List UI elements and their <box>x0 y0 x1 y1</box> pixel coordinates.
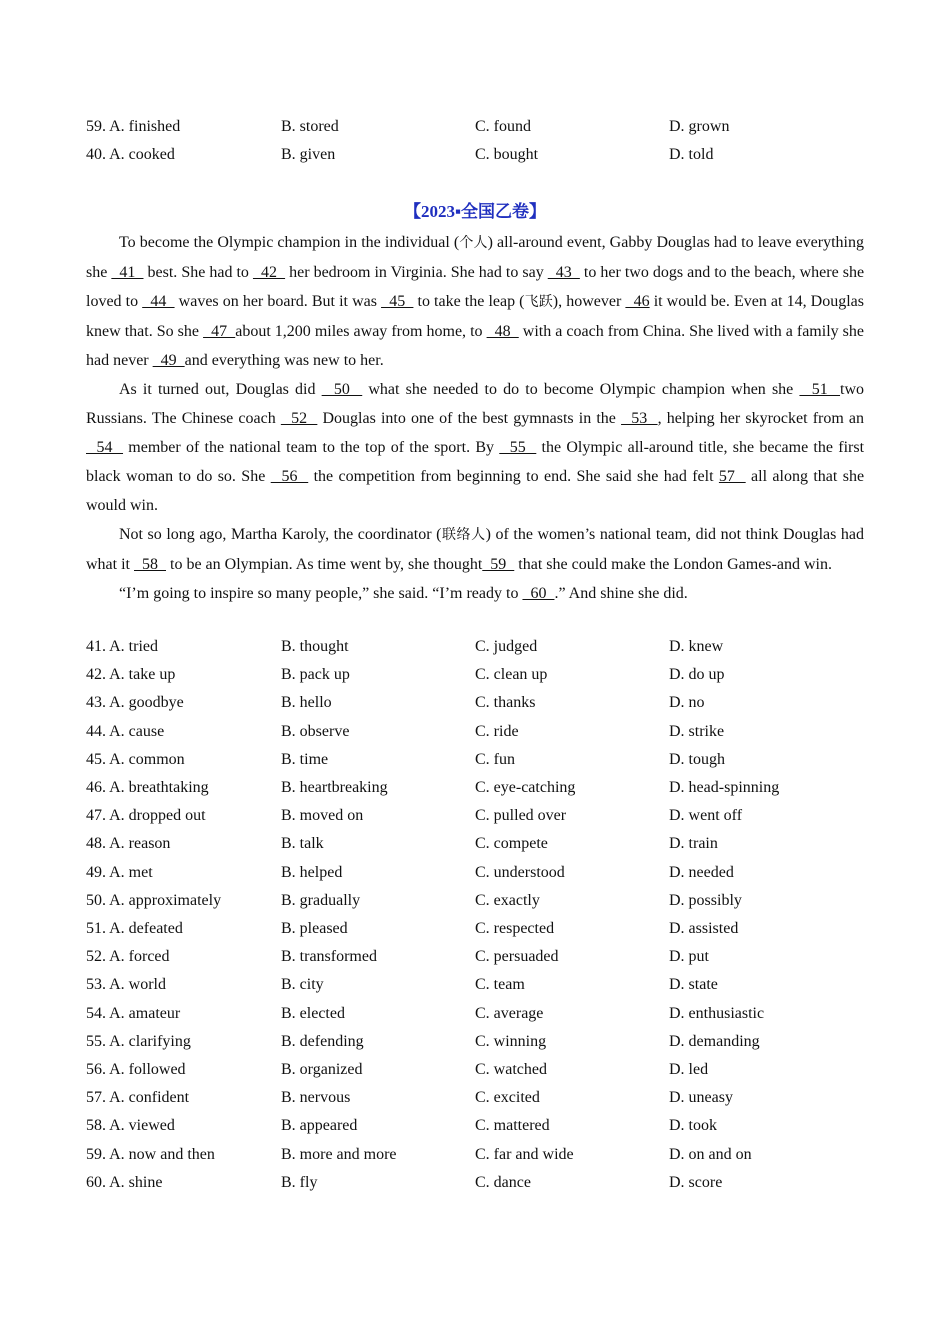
option-b: B. pack up <box>281 666 350 684</box>
option-b: B. thought <box>281 638 349 655</box>
option-row <box>86 1030 866 1054</box>
option-b: B. appeared <box>281 1117 358 1135</box>
blank-58: 58 <box>134 556 166 573</box>
option-row <box>86 635 866 659</box>
option-d: D. took <box>669 1117 717 1135</box>
option-d: D. told <box>669 146 714 163</box>
option-b: B. observe <box>281 722 350 740</box>
option-a: 57. A. confident <box>86 1089 190 1107</box>
blank-53: 53 <box>621 410 658 427</box>
blank-46: 46 <box>625 293 650 310</box>
option-d: D. state <box>669 976 718 994</box>
paragraph-3: Not so long ago, Martha Karoly, the coordinator (联络人) of the women’s national team, did not think Douglas had what it 58 to be an Olympian. As time went by, she thought 59 that she could make the London Games-and win. <box>86 526 864 573</box>
option-d: D. knew <box>669 638 724 655</box>
option-c: C. far and wide <box>475 1145 574 1163</box>
option-b: B. elected <box>281 1004 345 1022</box>
option-d: D. do up <box>669 666 725 684</box>
section-title: 【2023▪全国乙卷】 <box>403 202 547 221</box>
option-b: B. given <box>281 146 336 163</box>
blank-51: 51 <box>799 381 841 398</box>
option-b: B. city <box>281 976 324 994</box>
option-b: B. defending <box>281 1032 364 1050</box>
paragraph-2: As it turned out, Douglas did 50 what she needed to do to become Olympic champion when she 51 two Russians. The Chinese coach 52 Douglas into one of the best gymnasts in the 53 , helping her skyrocket from an 54 member of the national team to the top of the sport. By 55 the Olympic all-around title, she became the first black woman to do so. She 56 the competition from beginning to end. She said she had felt 57 all along that she would win. <box>86 381 865 514</box>
blank-45: 45 <box>381 293 414 310</box>
blank-52: 52 <box>280 410 318 427</box>
option-c: C. found <box>475 118 531 135</box>
option-row <box>86 663 866 687</box>
option-a: 47. A. dropped out <box>86 807 206 825</box>
option-row <box>86 1143 866 1167</box>
option-row <box>86 143 866 167</box>
blank-59: 59 <box>482 556 515 573</box>
option-d: D. strike <box>669 722 725 740</box>
option-row <box>86 1171 866 1195</box>
option-row <box>86 748 866 772</box>
option-c: C. respected <box>475 920 555 937</box>
blank-42: 42 <box>252 264 286 281</box>
option-row <box>86 889 866 913</box>
option-c: C. clean up <box>475 666 548 684</box>
option-d: D. uneasy <box>669 1089 733 1107</box>
option-a: 54. A. amateur <box>86 1004 181 1022</box>
option-d: D. went off <box>669 807 743 825</box>
option-c: C. thanks <box>475 694 536 712</box>
option-b: B. organized <box>281 1061 363 1078</box>
option-c: C. eye-catching <box>475 779 576 796</box>
option-b: B. heartbreaking <box>281 779 388 796</box>
option-b: B. fly <box>281 1173 318 1191</box>
option-row <box>86 115 866 139</box>
option-d: D. tough <box>669 750 725 768</box>
option-a: 42. A. take up <box>86 666 176 684</box>
option-d: D. head-spinning <box>669 779 780 796</box>
option-a: 51. A. defeated <box>86 920 183 937</box>
option-row <box>86 691 866 715</box>
option-b: B. more and more <box>281 1145 397 1163</box>
option-a: 44. A. cause <box>86 722 165 740</box>
option-c: C. fun <box>475 750 515 768</box>
option-d: D. demanding <box>669 1032 760 1050</box>
option-d: D. assisted <box>669 920 739 937</box>
option-a: 48. A. reason <box>86 835 171 853</box>
blank-48: 48 <box>486 323 519 340</box>
option-row <box>86 804 866 828</box>
option-d: D. put <box>669 948 709 966</box>
option-a: 46. A. breathtaking <box>86 779 209 796</box>
option-a: 58. A. viewed <box>86 1117 175 1135</box>
option-d: D. grown <box>669 118 730 135</box>
option-b: B. pleased <box>281 920 348 937</box>
option-row <box>86 973 866 997</box>
option-row <box>86 1058 866 1082</box>
option-a: 40. A. cooked <box>86 146 175 163</box>
option-a: 53. A. world <box>86 976 166 994</box>
option-a: 45. A. common <box>86 750 185 768</box>
option-c: C. average <box>475 1004 544 1022</box>
option-d: D. train <box>669 835 718 853</box>
option-b: B. time <box>281 750 329 768</box>
option-d: D. enthusiastic <box>669 1004 765 1022</box>
option-a: 50. A. approximately <box>86 891 222 909</box>
blank-43: 43 <box>547 264 580 281</box>
option-c: C. winning <box>475 1032 547 1050</box>
option-c: C. watched <box>475 1061 547 1078</box>
option-c: C. mattered <box>475 1117 550 1135</box>
option-b: B. stored <box>281 118 339 135</box>
option-c: C. exactly <box>475 891 540 909</box>
option-row <box>86 1114 866 1138</box>
option-d: D. no <box>669 694 705 712</box>
paragraph-1: To become the Olympic champion in the individual (个人) all-around event, Gabby Douglas had to leave everything she 41 best. She had to 42 her bedroom in Virginia. She had to say 43 to her two dogs and to the beach, where she loved to 44 waves on her board. But it was 45 to take the leap (飞跃), however 46 it would be. Even at 14, Douglas knew that. So she 47 about 1,200 miles away from home, to 48 with a coach from China. She lived with a family she had never 49 and everything was new to her. <box>86 234 865 369</box>
option-c: C. pulled over <box>475 807 567 825</box>
blank-47: 47 <box>203 323 236 340</box>
option-a: 59. A. now and then <box>86 1145 215 1163</box>
option-row <box>86 720 866 744</box>
option-row <box>86 917 866 941</box>
option-b: B. transformed <box>281 948 377 966</box>
option-a: 43. A. goodbye <box>86 694 184 712</box>
option-row <box>86 861 866 885</box>
option-b: B. hello <box>281 694 332 712</box>
option-row <box>86 945 866 969</box>
blank-56: 56 <box>270 468 309 485</box>
option-c: C. judged <box>475 638 538 655</box>
paragraph-4: “I’m going to inspire so many people,” she said. “I’m ready to 60 .” And shine she did. <box>119 585 688 602</box>
option-c: C. excited <box>475 1089 540 1107</box>
option-b: B. nervous <box>281 1089 351 1107</box>
blank-55: 55 <box>499 439 537 456</box>
option-a: 55. A. clarifying <box>86 1032 191 1050</box>
blank-60: 60 <box>522 585 555 602</box>
blank-41: 41 <box>111 264 144 281</box>
option-d: D. possibly <box>669 891 742 909</box>
option-row <box>86 1002 866 1026</box>
option-b: B. helped <box>281 863 343 881</box>
option-c: C. understood <box>475 863 565 881</box>
option-c: C. persuaded <box>475 948 559 966</box>
option-d: D. needed <box>669 863 734 881</box>
option-c: C. compete <box>475 835 548 853</box>
option-a: 56. A. followed <box>86 1061 186 1078</box>
option-d: D. score <box>669 1173 723 1191</box>
option-c: C. bought <box>475 146 539 163</box>
option-a: 59. A. finished <box>86 118 181 135</box>
option-a: 41. A. tried <box>86 638 158 655</box>
option-a: 49. A. met <box>86 863 153 881</box>
option-c: C. team <box>475 976 525 994</box>
option-b: B. gradually <box>281 891 361 909</box>
option-a: 60. A. shine <box>86 1173 163 1191</box>
option-d: D. on and on <box>669 1145 752 1163</box>
option-row <box>86 832 866 856</box>
option-c: C. ride <box>475 722 519 740</box>
blank-50: 50 <box>321 381 363 398</box>
option-b: B. moved on <box>281 807 364 825</box>
option-d: D. led <box>669 1061 709 1078</box>
option-row <box>86 776 866 800</box>
blank-49: 49 <box>152 352 185 369</box>
option-a: 52. A. forced <box>86 948 170 966</box>
option-c: C. dance <box>475 1173 531 1191</box>
blank-44: 44 <box>142 293 175 310</box>
option-row <box>86 1086 866 1110</box>
passage <box>86 228 864 608</box>
blank-54: 54 <box>86 439 124 456</box>
blank-57: 57 <box>718 468 746 485</box>
option-b: B. talk <box>281 835 324 853</box>
